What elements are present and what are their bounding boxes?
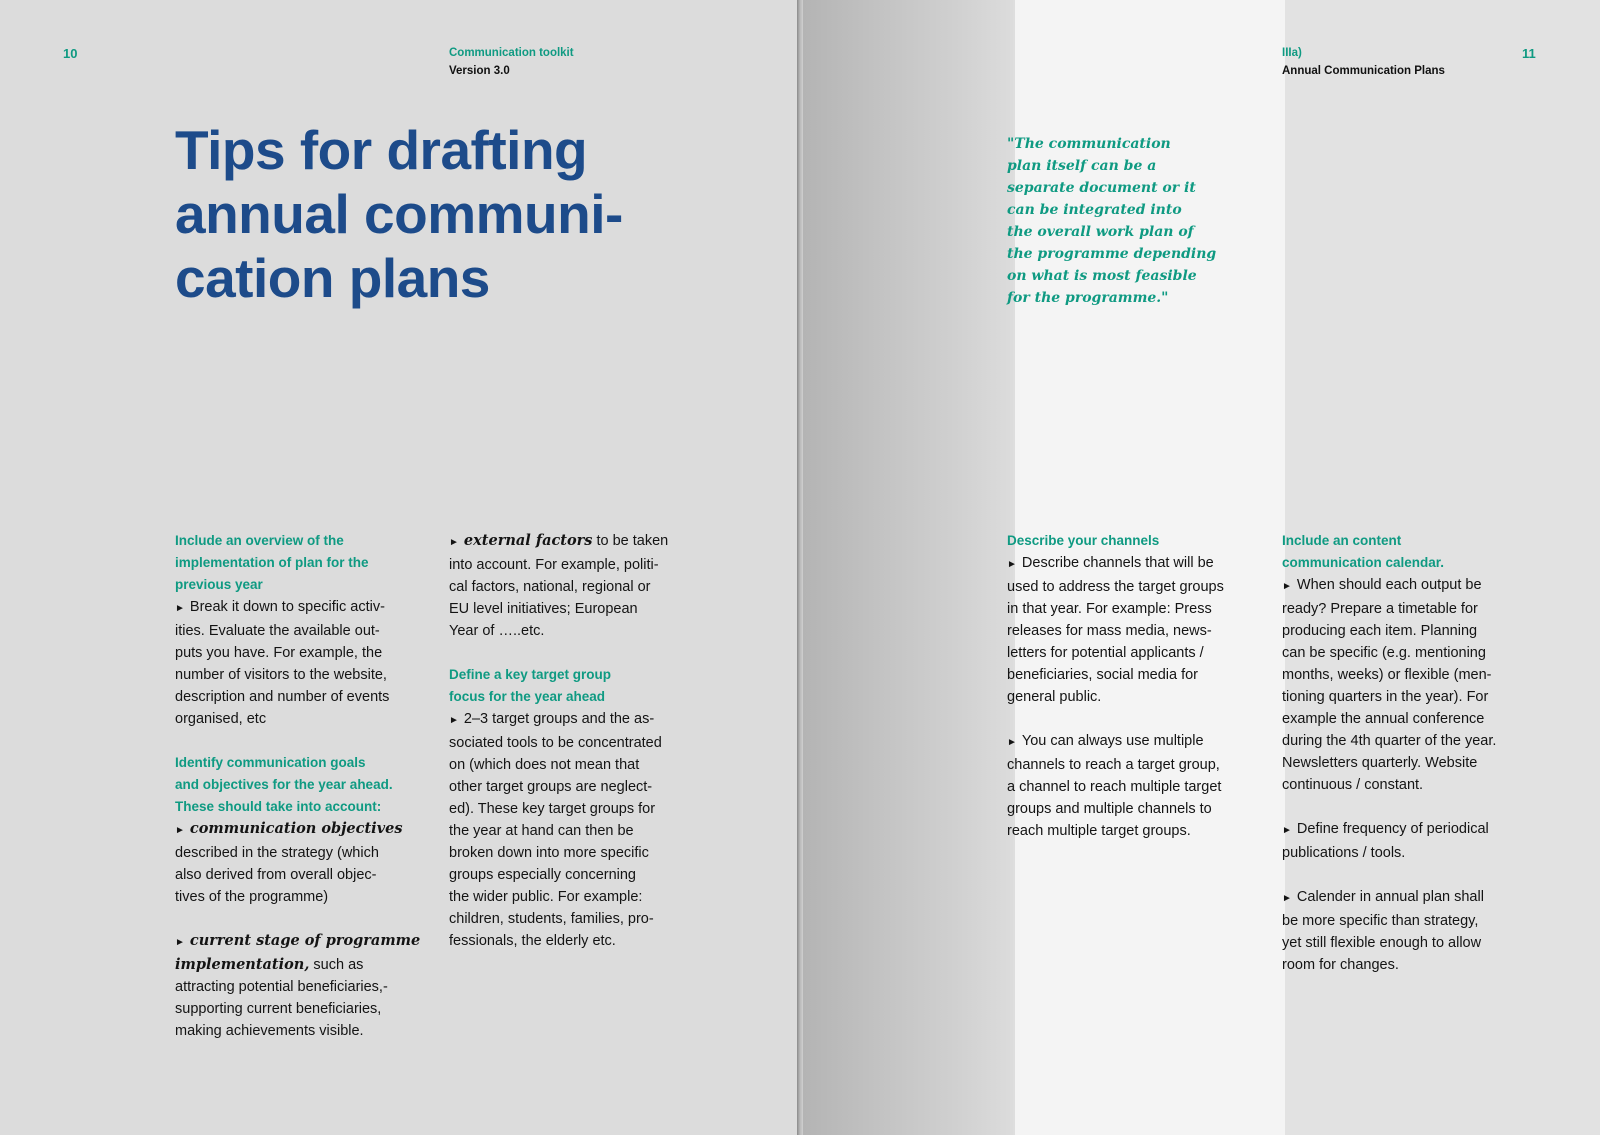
bullet-icon: ► xyxy=(175,825,185,836)
column-2 xyxy=(449,530,704,952)
text-line: Break it down to specific activ- xyxy=(189,599,385,615)
emphasis: implementation, xyxy=(175,956,310,973)
heading-line: communication calendar. xyxy=(1282,555,1445,570)
section-heading xyxy=(175,752,430,818)
emphasis: current stage of programme xyxy=(189,932,421,949)
text-span: Calender in annual plan shall xyxy=(1296,889,1484,905)
section-heading xyxy=(1282,530,1537,574)
text-line: example the annual conference xyxy=(1282,711,1485,727)
bullet-paragraph xyxy=(1282,574,1537,598)
bullet-paragraph xyxy=(1282,818,1537,842)
heading-line: Define a key target group xyxy=(449,667,612,682)
bullet-icon: ► xyxy=(175,937,185,948)
quote-line: separate document or it xyxy=(1007,180,1196,196)
bullet-icon: ► xyxy=(1282,581,1292,592)
text-line: in that year. For example: Press xyxy=(1007,601,1212,617)
text-line: other target groups are neglect- xyxy=(449,779,653,795)
text-line: supporting current beneficiaries, xyxy=(175,1001,382,1017)
quote-line: can be integrated into xyxy=(1007,202,1182,218)
heading-line: Identify communication goals xyxy=(175,755,366,770)
running-subtitle: Version 3.0 xyxy=(449,65,510,77)
page-title xyxy=(175,118,695,310)
left-page-number: 10 xyxy=(63,46,78,61)
bullet-paragraph xyxy=(175,930,430,954)
text-span: Define frequency of periodical xyxy=(1296,821,1489,837)
bullet-icon: ► xyxy=(1282,893,1292,904)
page-shadow xyxy=(803,0,1013,1135)
bullet-paragraph xyxy=(449,708,704,732)
text-line: reach multiple target groups. xyxy=(1007,823,1191,839)
title-line: Tips for drafting xyxy=(175,119,588,181)
emphasis: communication objectives xyxy=(189,820,403,837)
text-line: children, students, families, pro- xyxy=(449,911,654,927)
bullet-paragraph xyxy=(1282,886,1537,910)
left-running-head xyxy=(449,44,574,80)
running-title: IIIa) xyxy=(1282,47,1302,59)
bullet-paragraph xyxy=(1007,552,1262,576)
text-line: general public. xyxy=(1007,689,1102,705)
text-line: puts you have. For example, the xyxy=(175,645,383,661)
text-line: Year of …..etc. xyxy=(449,623,545,639)
bullet-icon: ► xyxy=(1007,559,1017,570)
text-line: the wider public. For example: xyxy=(449,889,643,905)
text-line: into account. For example, politi- xyxy=(449,557,659,573)
quote-line: the programme depending xyxy=(1007,246,1217,262)
text-line: continuous / constant. xyxy=(1282,777,1424,793)
section-heading xyxy=(175,530,430,596)
title-line: cation plans xyxy=(175,247,490,309)
text-line: a channel to reach multiple target xyxy=(1007,779,1222,795)
text-line: tives of the programme) xyxy=(175,889,329,905)
quote-line: plan itself can be a xyxy=(1007,158,1157,174)
spine-gutter xyxy=(797,0,803,1135)
bullet-paragraph xyxy=(175,596,430,620)
text-line: letters for potential applicants / xyxy=(1007,645,1204,661)
heading-line: and objectives for the year ahead. xyxy=(175,777,393,792)
heading-line: implementation of plan for the xyxy=(175,555,369,570)
heading-line: focus for the year ahead xyxy=(449,689,606,704)
text-line: ities. Evaluate the available out- xyxy=(175,623,380,639)
text-line: months, weeks) or flexible (men- xyxy=(1282,667,1492,683)
column-4 xyxy=(1282,530,1537,976)
pull-quote xyxy=(1007,133,1227,309)
text-line: ready? Prepare a timetable for xyxy=(1282,601,1478,617)
text-line: producing each item. Planning xyxy=(1282,623,1478,639)
bullet-icon: ► xyxy=(449,537,459,548)
running-title: Communication toolkit xyxy=(449,47,574,59)
quote-line: on what is most feasible xyxy=(1007,268,1197,284)
bullet-icon: ► xyxy=(1282,825,1292,836)
right-page-number: 11 xyxy=(1522,46,1536,61)
text-line: organised, etc xyxy=(175,711,267,727)
heading-line: previous year xyxy=(175,577,263,592)
text-line: described in the strategy (which xyxy=(175,845,379,861)
text-line: can be specific (e.g. mentioning xyxy=(1282,645,1486,661)
text-span: to be taken xyxy=(592,533,669,549)
right-running-head xyxy=(1282,44,1445,80)
quote-line: for the programme." xyxy=(1007,290,1169,306)
bullet-paragraph xyxy=(175,818,430,842)
text-line: attracting potential beneficiaries,- xyxy=(175,979,388,995)
heading-line: Include an content xyxy=(1282,533,1402,548)
bullet-paragraph xyxy=(449,530,704,554)
bullet-icon: ► xyxy=(1007,737,1017,748)
text-line: broken down into more specific xyxy=(449,845,649,861)
running-subtitle: Annual Communication Plans xyxy=(1282,65,1445,77)
text-line: beneficiaries, social media for xyxy=(1007,667,1199,683)
text-line: during the 4th quarter of the year. xyxy=(1282,733,1497,749)
text-line: yet still flexible enough to allow xyxy=(1282,935,1482,951)
text-line: tioning quarters in the year). For xyxy=(1282,689,1489,705)
quote-line: the overall work plan of xyxy=(1007,224,1194,240)
text-span: You can always use multiple xyxy=(1021,733,1204,749)
text-line: publications / tools. xyxy=(1282,845,1406,861)
text-line: description and number of events xyxy=(175,689,390,705)
text-line: releases for mass media, news- xyxy=(1007,623,1212,639)
text-span: such as xyxy=(309,957,364,973)
text-line: cal factors, national, regional or xyxy=(449,579,651,595)
text-line: on (which does not mean that xyxy=(449,757,640,773)
text-line: EU level initiatives; European xyxy=(449,601,638,617)
text-line: also derived from overall objec- xyxy=(175,867,377,883)
text-line: ed). These key target groups for xyxy=(449,801,656,817)
title-line: annual communi- xyxy=(175,183,623,245)
text-line: groups and multiple channels to xyxy=(1007,801,1212,817)
column-3 xyxy=(1007,530,1262,842)
bullet-paragraph xyxy=(1007,730,1262,754)
text-line: room for changes. xyxy=(1282,957,1399,973)
text-line: fessionals, the elderly etc. xyxy=(449,933,616,949)
text-line: sociated tools to be concentrated xyxy=(449,735,662,751)
section-heading xyxy=(1007,530,1262,552)
bullet-icon: ► xyxy=(175,603,185,614)
section-heading xyxy=(449,664,704,708)
text-span: Describe channels that will be xyxy=(1021,555,1214,571)
column-1 xyxy=(175,530,430,1042)
heading-line: Describe your channels xyxy=(1007,533,1160,548)
text-span: 2–3 target groups and the as- xyxy=(463,711,655,727)
quote-line: "The communication xyxy=(1007,136,1171,152)
text-line: the year at hand can then be xyxy=(449,823,634,839)
text-line: Newsletters quarterly. Website xyxy=(1282,755,1478,771)
text-line: groups especially concerning xyxy=(449,867,636,883)
text-line: used to address the target groups xyxy=(1007,579,1224,595)
text-line: making achievements visible. xyxy=(175,1023,364,1039)
bullet-icon: ► xyxy=(449,715,459,726)
heading-line: Include an overview of the xyxy=(175,533,344,548)
text-line: be more specific than strategy, xyxy=(1282,913,1479,929)
text-line xyxy=(175,954,430,976)
text-span: When should each output be xyxy=(1296,577,1482,593)
text-line: channels to reach a target group, xyxy=(1007,757,1220,773)
emphasis: external factors xyxy=(463,532,593,549)
heading-line: These should take into account: xyxy=(175,799,382,814)
text-line: number of visitors to the website, xyxy=(175,667,387,683)
